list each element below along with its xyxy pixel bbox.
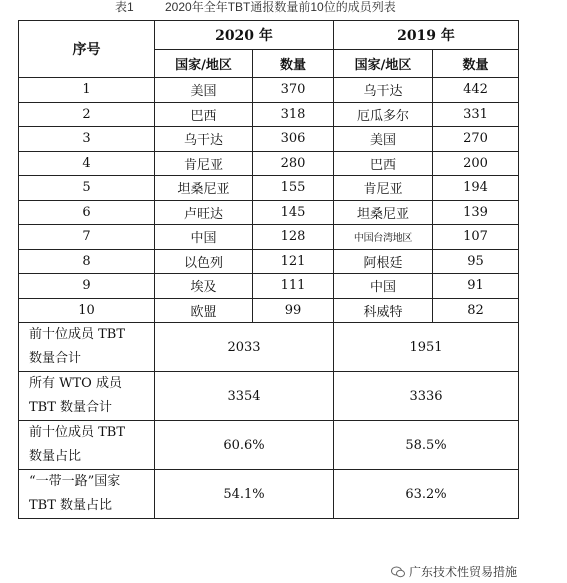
count-2020-cell: 128 [253,225,334,250]
table-row [19,127,519,152]
summary-2019-value: 1951 [334,323,519,372]
table-caption [0,0,567,14]
summary-label-line2: TBT 数量合计 [29,400,113,415]
member-2019-cell: 肯尼亚 [334,176,433,201]
member-2019-cell: 厄瓜多尔 [334,102,433,127]
count-2019-cell: 95 [433,249,519,274]
table-row [19,274,519,299]
rank-cell: 8 [19,249,155,274]
count-2019-cell: 442 [433,78,519,103]
summary-label-line1: 前十位成员 TBT [29,327,126,342]
member-2019-header: 国家/地区 [334,50,433,78]
watermark [391,563,517,580]
count-2020-cell: 145 [253,200,334,225]
caption-title: 2020年全年TBT通报数量前10位的成员列表 [165,0,396,14]
rank-cell: 5 [19,176,155,201]
table-row [19,200,519,225]
count-2020-cell: 99 [253,298,334,323]
summary-row [19,323,519,372]
table-row [19,225,519,250]
summary-row [19,372,519,421]
count-2019-cell: 139 [433,200,519,225]
count-2020-cell: 121 [253,249,334,274]
summary-label [19,372,155,421]
member-2019-cell: 巴西 [334,151,433,176]
table-row [19,176,519,201]
count-2020-cell: 155 [253,176,334,201]
count-2019-cell: 331 [433,102,519,127]
count-2019-cell: 82 [433,298,519,323]
count-2019-cell: 194 [433,176,519,201]
rank-header: 序号 [19,21,155,78]
count-2019-cell: 200 [433,151,519,176]
table-row [19,298,519,323]
summary-row [19,470,519,519]
summary-label [19,323,155,372]
year-2019-header: 2019 年 [334,21,519,50]
summary-label [19,421,155,470]
count-2019-cell: 270 [433,127,519,152]
summary-2020-value: 54.1% [155,470,334,519]
watermark-text: 广东技术性贸易措施 [408,565,517,579]
summary-label [19,470,155,519]
rank-cell: 2 [19,102,155,127]
count-2019-cell: 91 [433,274,519,299]
summary-2020-value: 2033 [155,323,334,372]
count-2020-cell: 280 [253,151,334,176]
count-2019-cell: 107 [433,225,519,250]
member-2020-cell: 欧盟 [155,298,253,323]
member-2019-cell: 中国 [334,274,433,299]
rank-cell: 10 [19,298,155,323]
member-2019-cell: 坦桑尼亚 [334,200,433,225]
rank-cell: 4 [19,151,155,176]
count-2019-header: 数量 [433,50,519,78]
count-2020-cell: 318 [253,102,334,127]
table-row [19,102,519,127]
rank-cell: 6 [19,200,155,225]
member-2019-cell: 科威特 [334,298,433,323]
summary-label-line2: 数量占比 [29,449,82,464]
member-2019-cell: 中国台湾地区 [334,225,433,250]
member-2019-cell: 乌干达 [334,78,433,103]
summary-2019-value: 58.5% [334,421,519,470]
table-row [19,78,519,103]
summary-label-line2: 数量合计 [29,351,82,366]
member-2020-cell: 乌干达 [155,127,253,152]
member-2019-cell: 阿根廷 [334,249,433,274]
summary-2019-value: 63.2% [334,470,519,519]
summary-2020-value: 60.6% [155,421,334,470]
wechat-icon [391,566,405,578]
header-row-years [19,21,519,50]
rank-cell: 1 [19,78,155,103]
count-2020-header: 数量 [253,50,334,78]
year-2020-header: 2020 年 [155,21,334,50]
rank-cell: 9 [19,274,155,299]
table-row [19,151,519,176]
member-2020-cell: 坦桑尼亚 [155,176,253,201]
member-2020-cell: 美国 [155,78,253,103]
member-2020-cell: 巴西 [155,102,253,127]
member-2019-cell: 美国 [334,127,433,152]
member-2020-cell: 以色列 [155,249,253,274]
rank-cell: 7 [19,225,155,250]
member-2020-cell: 卢旺达 [155,200,253,225]
rank-cell: 3 [19,127,155,152]
summary-2020-value: 3354 [155,372,334,421]
member-2020-cell: 埃及 [155,274,253,299]
summary-label-line1: 前十位成员 TBT [29,425,126,440]
count-2020-cell: 111 [253,274,334,299]
summary-label-line1: 所有 WTO 成员 [29,376,122,391]
summary-row [19,421,519,470]
member-2020-header: 国家/地区 [155,50,253,78]
summary-label-line1: “一带一路”国家 [29,474,121,489]
table-row [19,249,519,274]
summary-label-line2: TBT 数量占比 [29,498,113,513]
member-2020-cell: 中国 [155,225,253,250]
caption-label: 表1 [115,0,134,14]
tbt-table [18,20,519,519]
summary-2019-value: 3336 [334,372,519,421]
count-2020-cell: 370 [253,78,334,103]
count-2020-cell: 306 [253,127,334,152]
member-2020-cell: 肯尼亚 [155,151,253,176]
